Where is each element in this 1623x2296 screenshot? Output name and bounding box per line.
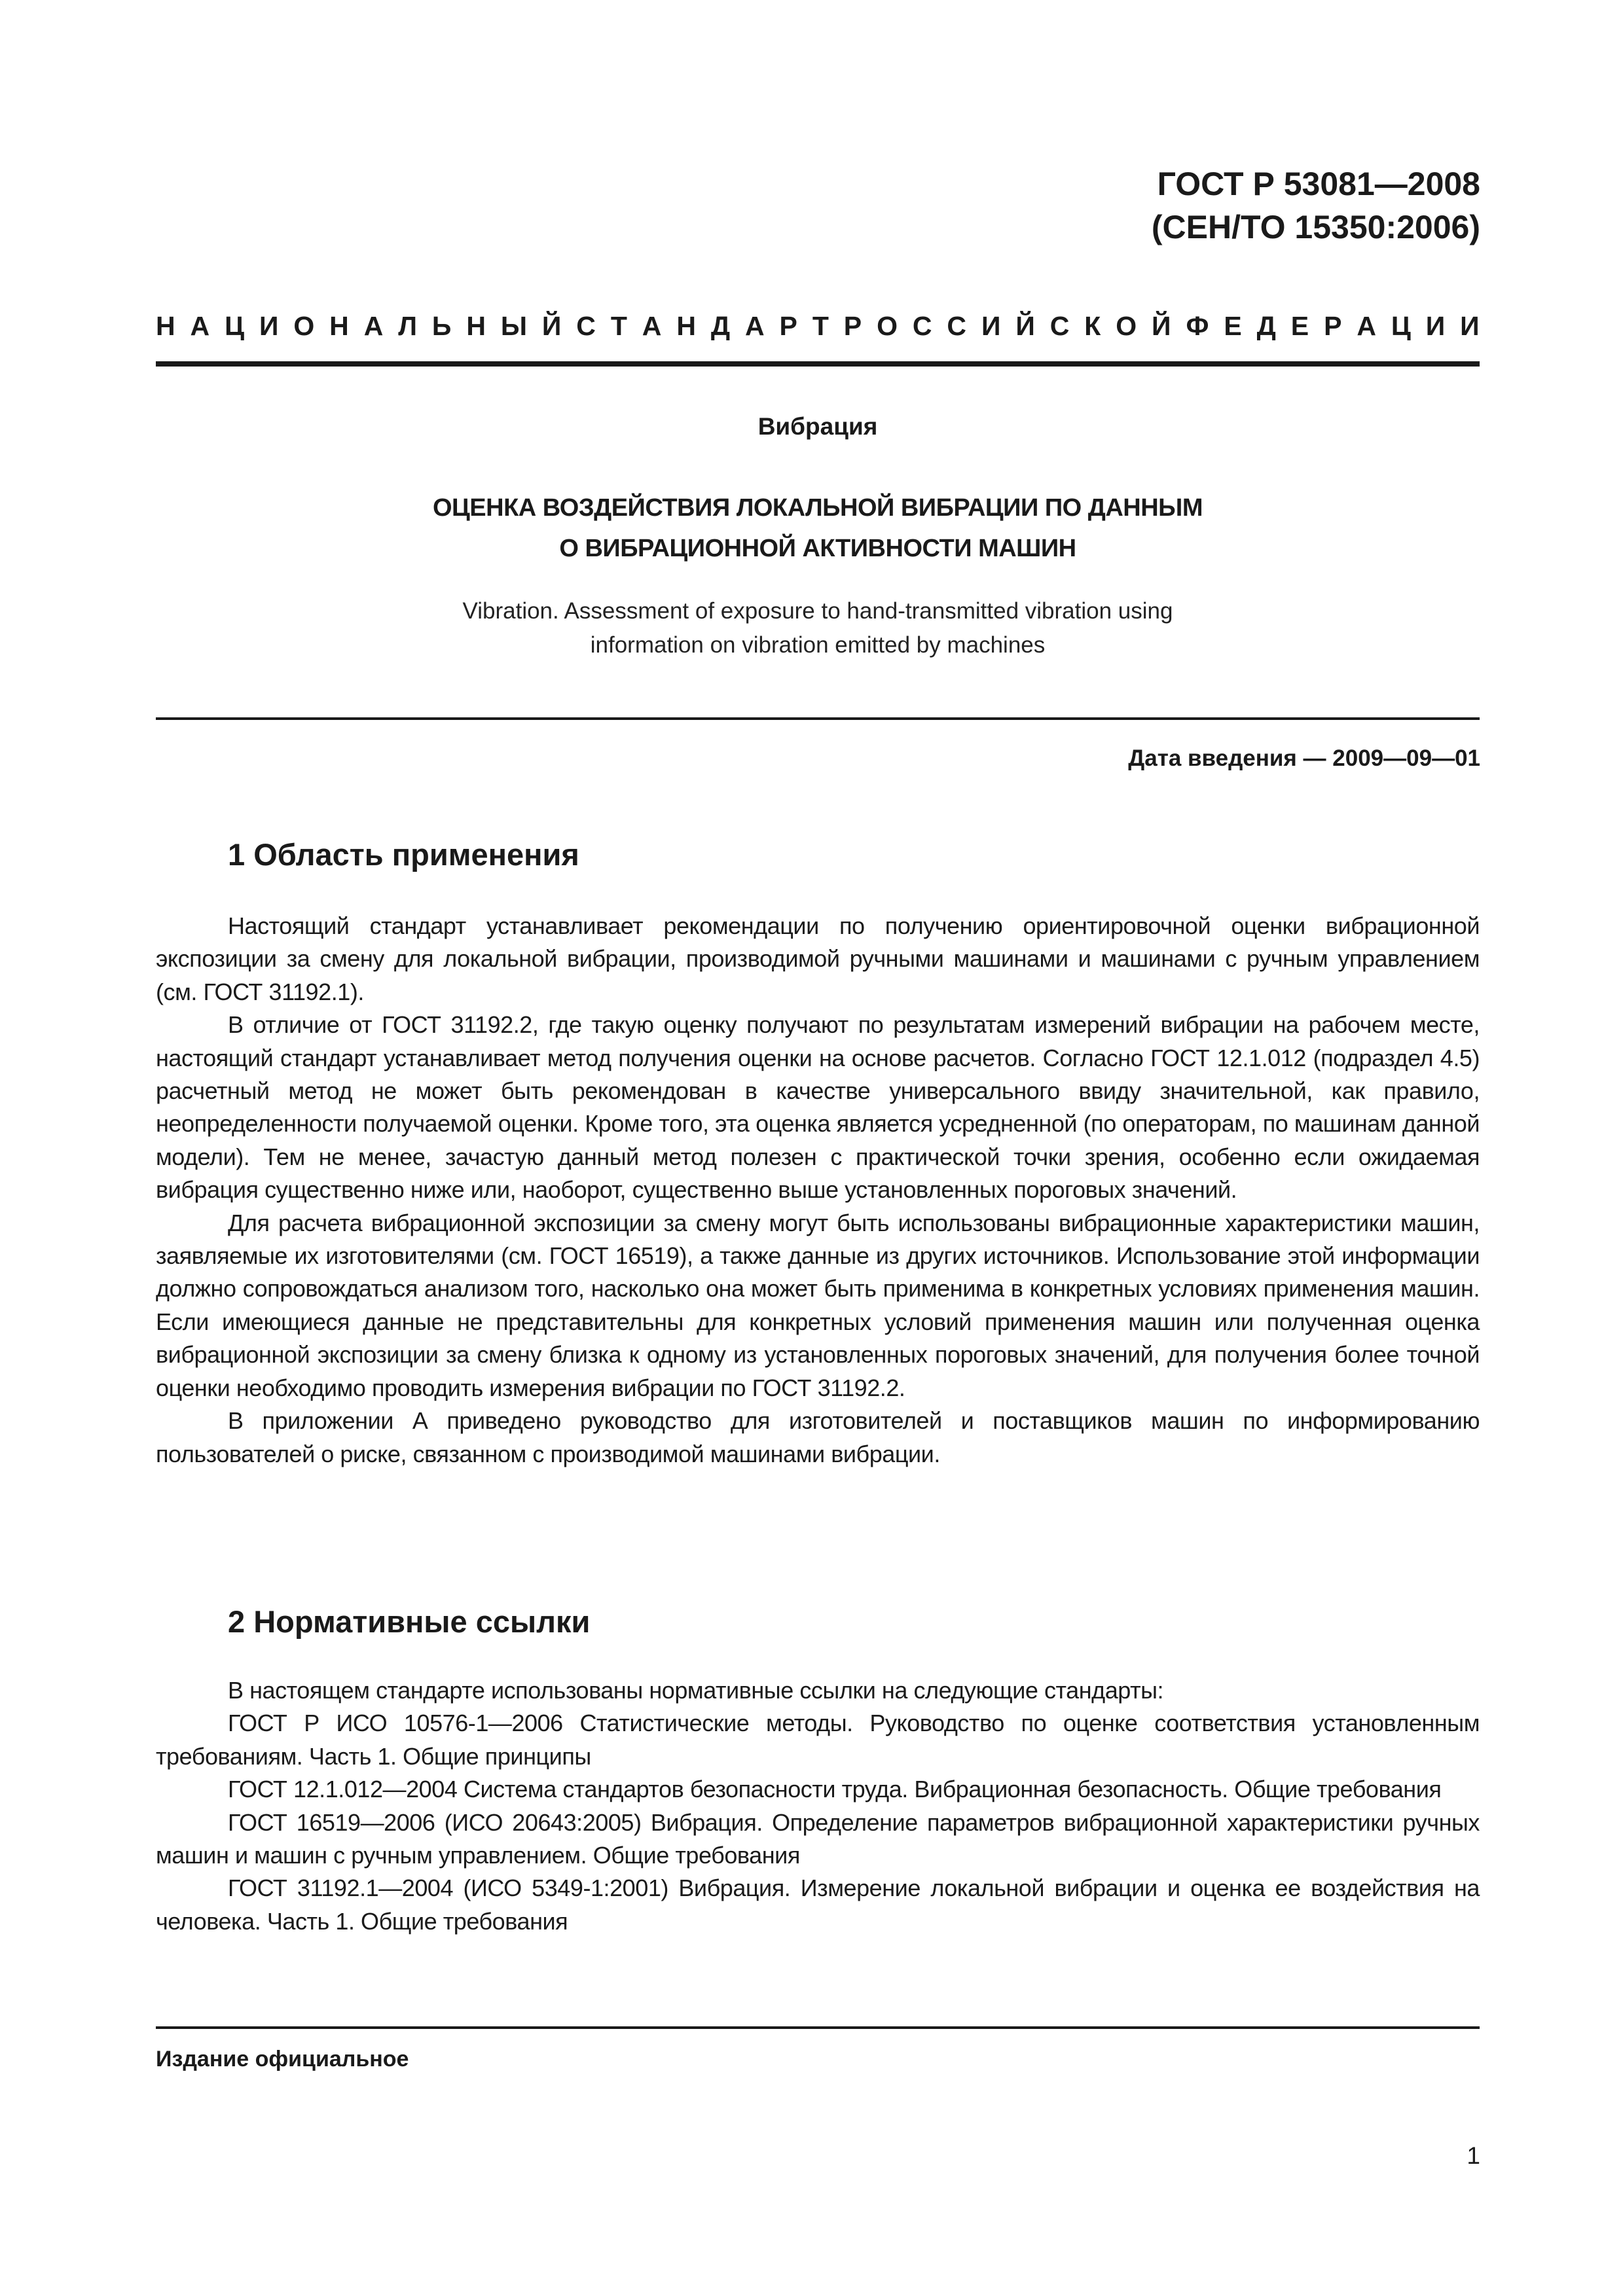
title-russian xyxy=(156,488,1480,569)
banner-letter: И xyxy=(981,311,1001,341)
section-2-heading: 2 Нормативные ссылки xyxy=(228,1604,591,1639)
national-standard-banner xyxy=(156,306,1480,346)
title-russian-line-1: ОЦЕНКА ВОЗДЕЙСТВИЯ ЛОКАЛЬНОЙ ВИБРАЦИИ ПО ДАННЫМ xyxy=(432,494,1203,522)
banner-letter: Л xyxy=(398,311,417,341)
paragraph: В приложении А приведено руководство для изготовителей и поставщиков машин по информированию пользователей о риске, связанном с производимой машинами вибрации. xyxy=(156,1407,1480,1467)
banner-letter: А xyxy=(363,311,384,341)
standard-subject: Вибрация xyxy=(757,413,878,440)
banner-letter: К xyxy=(1084,311,1101,341)
footer-rule xyxy=(156,2026,1480,2029)
section-1-body xyxy=(156,910,1480,1471)
title-russian-line-2: О ВИБРАЦИОННОЙ АКТИВНОСТИ МАШИН xyxy=(559,535,1076,562)
banner-letter: Й xyxy=(1152,311,1171,341)
designation-european-equivalent: (CEH/TO 15350:2006) xyxy=(1151,209,1480,245)
designation-number: ГОСТ Р 53081—2008 xyxy=(1157,166,1480,202)
reference-item: ГОСТ 12.1.012—2004 Система стандартов безопасности труда. Вибрационная безопасность. Общие требования xyxy=(228,1776,1442,1803)
section-2-body xyxy=(156,1674,1480,1938)
banner-letter: Ц xyxy=(225,311,245,341)
banner-letter: С xyxy=(576,311,596,341)
reference-item: ГОСТ Р ИСО 10576-1—2006 Статистические методы. Руководство по оценке соответствия установленным требованиям. Часть 1. Общие принципы xyxy=(156,1710,1480,1770)
section-1-heading: 1 Область применения xyxy=(228,837,579,872)
banner-letter: О xyxy=(1116,311,1137,341)
banner-letter: Й xyxy=(1015,311,1035,341)
paragraph: Для расчета вибрационной экспозиции за смену могут быть использованы вибрационные характеристики машин, заявляемые их изготовителями (см. ГОСТ 16519), а также данные из других источников. Использование этой информации должно сопровождаться анализом того, насколько она может быть применима в конкретных условиях применения машин. Если имеющиеся данные не представительны для конкретных условий применения машин или полученная оценка вибрационной экспозиции за смену близка к одному из установленных пороговых значений, для получения более точной оценки необходимо проводить измерения вибрации по ГОСТ 31192.2. xyxy=(156,1209,1480,1401)
title-english-line-2: information on vibration emitted by machines xyxy=(590,632,1046,658)
banner-letter: И xyxy=(1425,311,1446,341)
banner-letter: Ы xyxy=(500,311,527,341)
page-number: 1 xyxy=(1467,2142,1480,2169)
banner-letter: Р xyxy=(779,311,797,341)
banner-letter: Н xyxy=(466,311,486,341)
paragraph: В настоящем стандарте использованы нормативные ссылки на следующие стандарты: xyxy=(228,1677,1164,1704)
title-english-line-1: Vibration. Assessment of exposure to hand-transmitted vibration using xyxy=(462,598,1173,624)
banner-letter: Й xyxy=(541,311,562,341)
reference-item: ГОСТ 31192.1—2004 (ИСО 5349-1:2001) Вибрация. Измерение локальной вибрации и оценка ее воздействия на человека. Часть 1. Общие требования xyxy=(156,1874,1480,1935)
banner-letter: Д xyxy=(710,311,731,341)
title-english xyxy=(156,594,1480,662)
banner-letter: Н xyxy=(676,311,696,341)
banner-letter: Р xyxy=(843,311,862,341)
paragraph: В отличие от ГОСТ 31192.2, где такую оценку получают по результатам измерений вибрации на рабочем месте, настоящий стандарт устанавливает метод получения оценки на основе расчетов. Согласно ГОСТ 12.1.012 (подраздел 4.5) расчетный метод не может быть рекомендован в качестве универсального ввиду значительной, как правило, неопределенности получаемой оценки. Кроме того, эта оценка является усредненной (по операторам, по машинам данной модели). Тем не менее, зачастую данный метод полезен с практической точки зрения, особенно если ожидаемая вибрация существенно ниже или, наоборот, существенно выше установленных пороговых значений. xyxy=(156,1011,1480,1204)
banner-letter: Ц xyxy=(1391,311,1411,341)
banner-letter: А xyxy=(745,311,765,341)
header-rule xyxy=(156,361,1480,367)
banner-letter: С xyxy=(912,311,932,341)
banner-letter: Д xyxy=(1256,311,1276,341)
banner-letter: Н xyxy=(329,311,349,341)
standard-designation xyxy=(1152,162,1480,249)
banner-letter: Ф xyxy=(1186,311,1209,341)
banner-letter: А xyxy=(190,311,210,341)
banner-letter: Т xyxy=(610,311,627,341)
banner-letter: А xyxy=(1357,311,1376,341)
banner-letter: Т xyxy=(812,311,829,341)
banner-letter: Е xyxy=(1290,311,1309,341)
banner-letter: Ь xyxy=(431,311,452,341)
banner-letter: С xyxy=(947,311,967,341)
banner-letter: О xyxy=(877,311,898,341)
official-edition-label: Издание официальное xyxy=(156,2047,409,2072)
banner-letter: С xyxy=(1049,311,1070,341)
introduction-date: Дата введения — 2009—09—01 xyxy=(1128,745,1480,771)
title-rule xyxy=(156,717,1480,720)
banner-letter: Е xyxy=(1224,311,1242,341)
banner-letter: О xyxy=(293,311,315,341)
banner-letter: И xyxy=(1460,311,1480,341)
banner-letter: Р xyxy=(1324,311,1342,341)
reference-item: ГОСТ 16519—2006 (ИСО 20643:2005) Вибрация. Определение параметров вибрационной характеристики ручных машин и машин с ручным управлением. Общие требования xyxy=(156,1808,1480,1869)
banner-letter: И xyxy=(259,311,279,341)
paragraph: Настоящий стандарт устанавливает рекомендации по получению ориентировочной оценки вибрационной экспозиции за смену для локальной вибрации, производимой ручными машинами и машинами с ручным управлением (см. ГОСТ 31192.1). xyxy=(156,912,1480,1005)
banner-letter: Н xyxy=(156,311,175,341)
banner-letter: А xyxy=(642,311,662,341)
